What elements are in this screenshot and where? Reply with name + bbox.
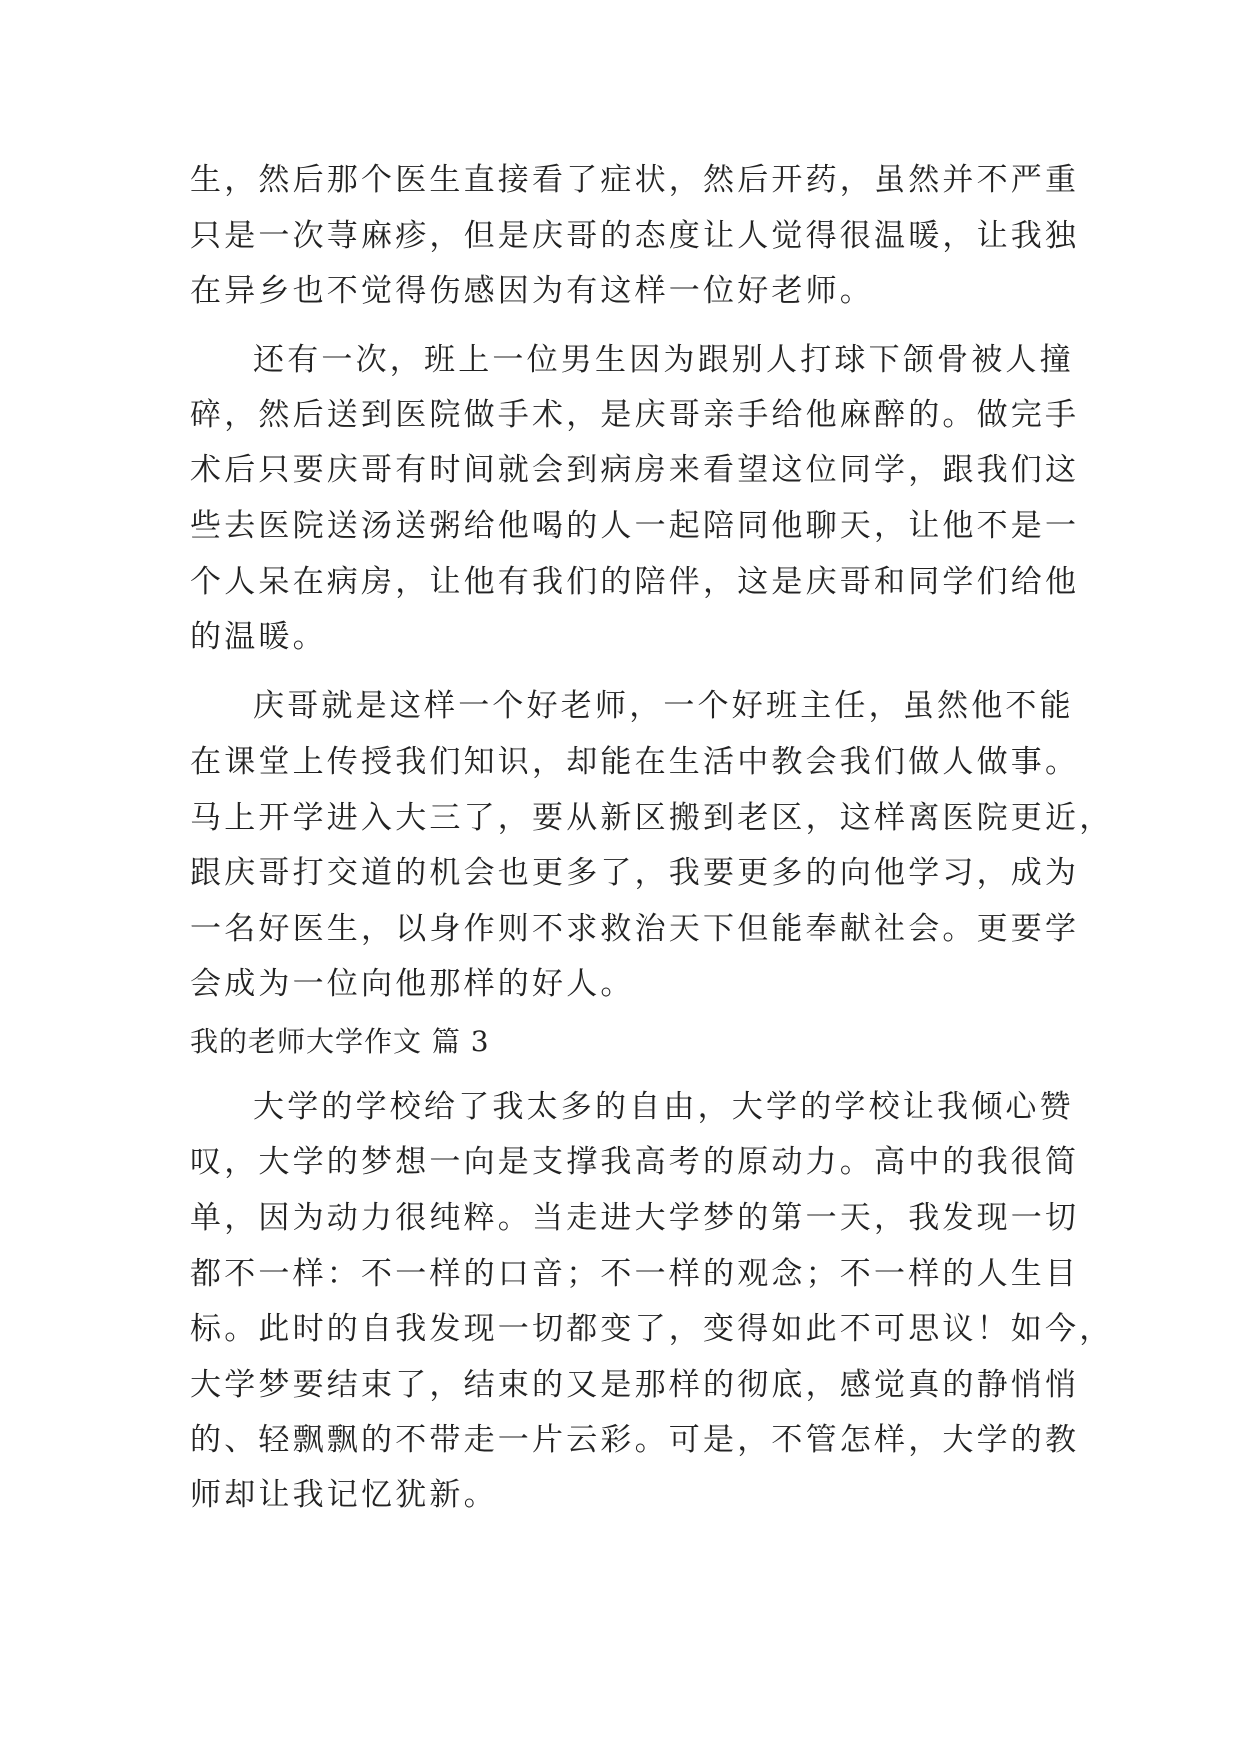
paragraph-line: 碎，然后送到医院做手术，是庆哥亲手给他麻醉的。做完手 <box>190 397 1080 433</box>
paragraph-line: 还有一次，班上一位男生因为跟别人打球下颌骨被人撞 <box>253 342 1074 378</box>
paragraph-line: 大学梦要结束了，结束的又是那样的彻底，感觉真的静悄悄 <box>190 1367 1080 1403</box>
paragraph-line: 跟庆哥打交道的机会也更多了，我要更多的向他学习，成为 <box>190 855 1080 891</box>
section-heading: 我的老师大学作文 篇 3 <box>190 1025 490 1058</box>
paragraph-line: 马上开学进入大三了，要从新区搬到老区，这样离医院更近， <box>190 800 1114 836</box>
paragraph-line: 个人呆在病房，让他有我们的陪伴，这是庆哥和同学们给他 <box>190 564 1080 600</box>
paragraph-line: 单，因为动力很纯粹。当走进大学梦的第一天，我发现一切 <box>190 1200 1080 1236</box>
paragraph-line: 标。此时的自我发现一切都变了，变得如此不可思议！如今， <box>190 1311 1114 1347</box>
paragraph-line: 只是一次荨麻疹，但是庆哥的态度让人觉得很温暖，让我独 <box>190 218 1080 254</box>
paragraph-line: 一名好医生，以身作则不求救治天下但能奉献社会。更要学 <box>190 911 1080 947</box>
paragraph-line: 叹，大学的梦想一向是支撑我高考的原动力。高中的我很简 <box>190 1144 1080 1180</box>
paragraph-line: 在异乡也不觉得伤感因为有这样一位好老师。 <box>190 273 874 309</box>
paragraph-line: 在课堂上传授我们知识，却能在生活中教会我们做人做事。 <box>190 744 1080 780</box>
paragraph-line: 庆哥就是这样一个好老师，一个好班主任，虽然他不能 <box>253 688 1074 724</box>
paragraph-line: 术后只要庆哥有时间就会到病房来看望这位同学，跟我们这 <box>190 452 1080 488</box>
paragraph-line: 的、轻飘飘的不带走一片云彩。可是，不管怎样，大学的教 <box>190 1422 1080 1458</box>
paragraph-line: 生，然后那个医生直接看了症状，然后开药，虽然并不严重 <box>190 162 1080 198</box>
paragraph-line: 的温暖。 <box>190 619 327 655</box>
paragraph-line: 师却让我记忆犹新。 <box>190 1477 498 1513</box>
paragraph-line: 会成为一位向他那样的好人。 <box>190 966 635 1002</box>
paragraph-line: 些去医院送汤送粥给他喝的人一起陪同他聊天，让他不是一 <box>190 508 1080 544</box>
paragraph-line: 大学的学校给了我太多的自由，大学的学校让我倾心赞 <box>253 1089 1074 1125</box>
paragraph-line: 都不一样：不一样的口音；不一样的观念；不一样的人生目 <box>190 1256 1080 1292</box>
